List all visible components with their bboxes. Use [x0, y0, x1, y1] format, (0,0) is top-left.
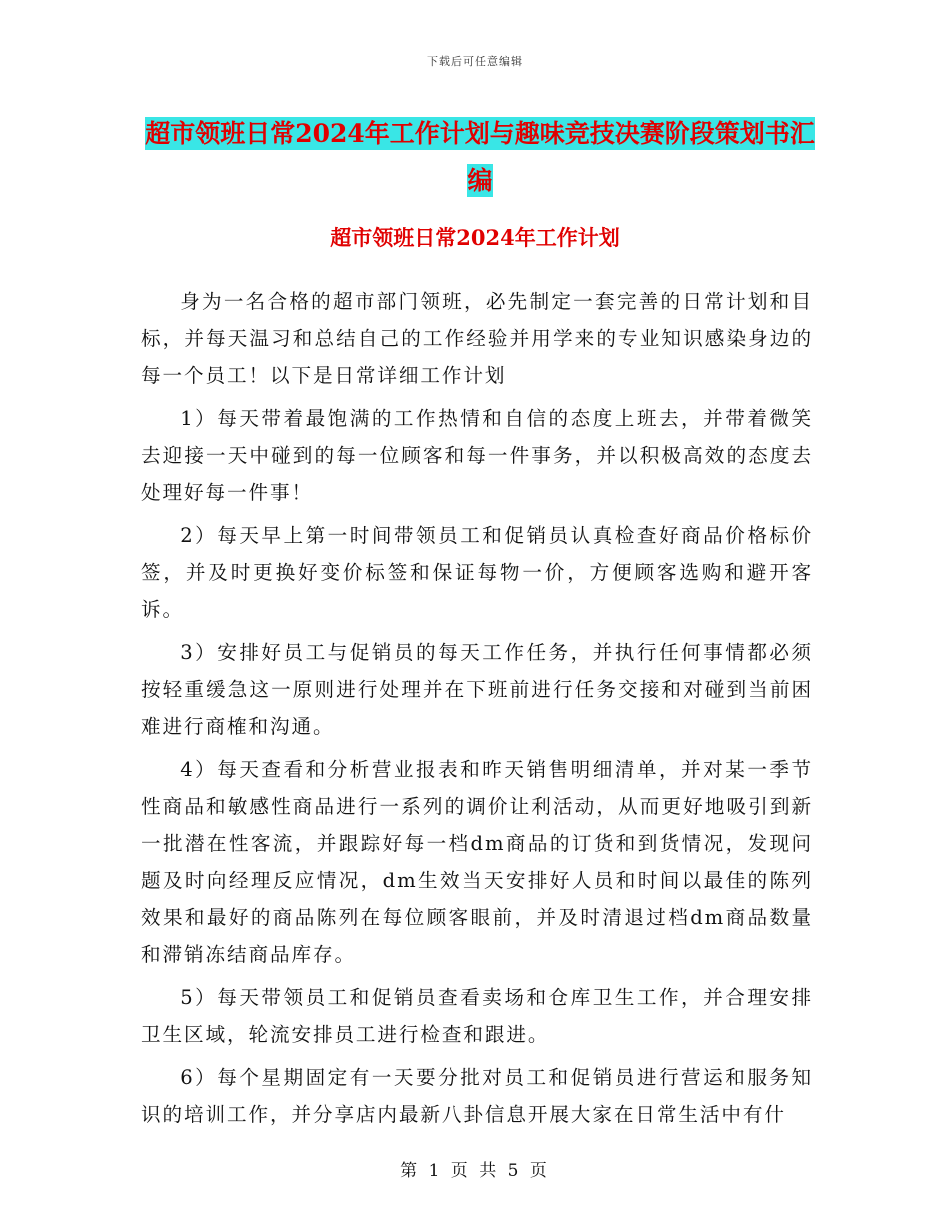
- header-note: 下载后可任意编辑: [427, 55, 523, 68]
- paragraph-intro: 身为一名合格的超市部门领班，必先制定一套完善的日常计划和目标，并每天温习和总结自己的工作经验并用学来的专业知识感染身边的每一个员工！以下是日常详细工作计划: [141, 290, 813, 387]
- paragraph-item-6: 6）每个星期固定有一天要分批对员工和促销员进行营运和服务知识的培训工作，并分享店内最新八卦信息开展大家在日常生活中有什: [141, 1066, 813, 1126]
- paragraph-item-3: 3）安排好员工与促销员的每天工作任务，并执行任何事情都必须按轻重缓急这一原则进行处理并在下班前进行任务交接和对碰到当前困难进行商榷和沟通。: [141, 641, 813, 738]
- document-title: [140, 110, 820, 204]
- paragraph-item-5: 5）每天带领员工和促销员查看卖场和仓库卫生工作，并合理安排卫生区域，轮流安排员工进行检查和跟进。: [141, 986, 813, 1046]
- document-title-text: 超市领班日常2024年工作计划与趣味竞技决赛阶段策划书汇编: [145, 119, 815, 195]
- section-title: 超市领班日常2024年工作计划: [330, 225, 620, 250]
- document-body: [141, 283, 813, 1139]
- paragraph-item-1: 1）每天带着最饱满的工作热情和自信的态度上班去，并带着微笑去迎接一天中碰到的每一位顾客和每一件事务，并以积极高效的态度去处理好每一件事！: [141, 407, 813, 504]
- paragraph-item-2: 2）每天早上第一时间带领员工和促销员认真检查好商品价格标价签，并及时更换好变价标签和保证每物一价，方便顾客选购和避开客诉。: [141, 524, 813, 621]
- page-number-footer: 第 1 页 共 5 页: [400, 1161, 550, 1181]
- paragraph-item-4: 4）每天查看和分析营业报表和昨天销售明细清单，并对某一季节性商品和敏感性商品进行一系列的调价让利活动，从而更好地吸引到新一批潜在性客流，并跟踪好每一档dm商品的订货和到货情况，发现问题及时向经理反应情况，dm生效当天安排好人员和时间以最佳的陈列效果和最好的商品陈列在每位顾客眼前，并及时清退过档dm商品数量和滞销冻结商品库存。: [141, 758, 813, 966]
